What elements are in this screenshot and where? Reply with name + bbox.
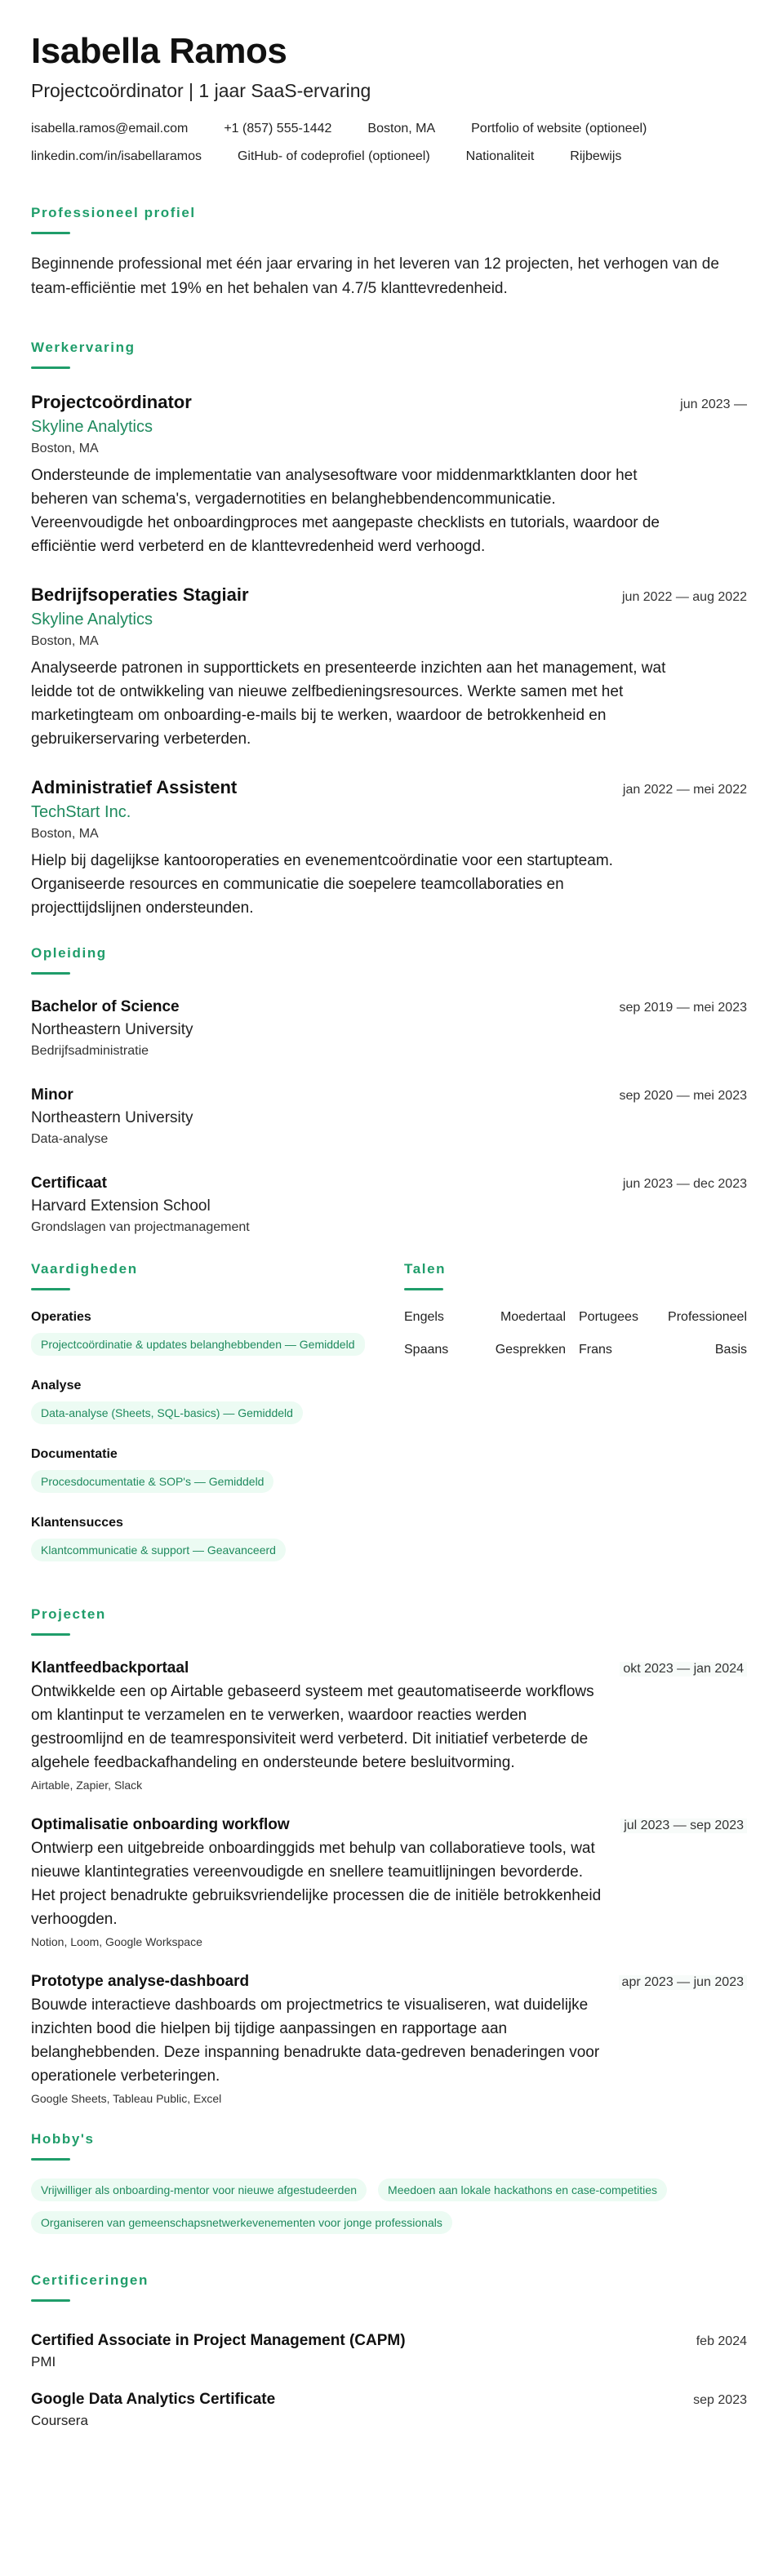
job-location: Boston, MA <box>31 634 99 648</box>
section-title: Talen <box>404 1261 447 1277</box>
skill-category <box>31 1514 374 1561</box>
skill-chip: Klantcommunicatie & support — Geavanceerd <box>31 1539 286 1561</box>
experience-section <box>31 339 747 920</box>
certification-issuer: PMI <box>31 2354 56 2369</box>
hobby-chip: Organiseren van gemeenschapsnetwerkevenementen voor jonge professionals <box>31 2211 452 2234</box>
education-date: jun 2023 — dec 2023 <box>622 1177 747 1191</box>
certification-title: Google Data Analytics Certificate <box>31 2391 276 2408</box>
certification-issuer: Coursera <box>31 2413 88 2428</box>
section-title: Certificeringen <box>31 2272 149 2288</box>
job-date: jun 2022 — aug 2022 <box>621 590 747 604</box>
contact-nationality: Nationaliteit <box>465 149 535 163</box>
section-divider <box>31 232 70 234</box>
language-level: Professioneel <box>668 1310 747 1324</box>
skill-category <box>31 1377 374 1424</box>
education-entry <box>31 1172 747 1237</box>
section-divider <box>31 1288 70 1290</box>
contact-github[interactable]: GitHub- of codeprofiel (optioneel) <box>237 149 430 163</box>
language-level: Basis <box>714 1343 747 1357</box>
certifications-section <box>31 2272 747 2431</box>
contact-location: Boston, MA <box>367 122 436 135</box>
skill-category <box>31 1446 374 1493</box>
job-location: Boston, MA <box>31 442 99 455</box>
section-divider <box>31 1633 70 1636</box>
project-tools: Notion, Loom, Google Workspace <box>31 1935 202 1948</box>
skills-languages-section <box>31 1260 747 1583</box>
education-date: sep 2019 — mei 2023 <box>619 1001 747 1015</box>
contact-phone[interactable]: +1 (857) 555-1442 <box>224 122 332 135</box>
job-company: TechStart Inc. <box>31 803 131 821</box>
project-title: Klantfeedbackportaal <box>31 1659 189 1677</box>
contact-list <box>31 119 747 167</box>
section-divider <box>31 2158 70 2161</box>
project-entry <box>31 1814 747 1951</box>
candidate-headline: Projectcoördinator | 1 jaar SaaS-ervaring <box>31 80 371 101</box>
education-school: Northeastern University <box>31 1109 193 1126</box>
section-title: Projecten <box>31 1606 106 1622</box>
skills-column <box>31 1260 374 1583</box>
language-level: Moedertaal <box>500 1310 566 1324</box>
language-level: Gesprekken <box>495 1343 566 1357</box>
project-title: Prototype analyse-dashboard <box>31 1973 250 1990</box>
contact-drivers-license: Rijbewijs <box>570 149 622 163</box>
education-field: Data-analyse <box>31 1132 109 1146</box>
hobbies-section <box>31 2130 747 2234</box>
project-entry <box>31 1970 747 2107</box>
section-title: Werkervaring <box>31 340 136 355</box>
certification-entry <box>31 2330 747 2372</box>
education-field: Bedrijfsadministratie <box>31 1044 149 1058</box>
job-date: jan 2022 — mei 2022 <box>622 783 747 797</box>
skill-category-title: Klantensucces <box>31 1516 123 1530</box>
project-description: Bouwde interactieve dashboards om projectmetrics te visualiseren, wat duidelijke inzichten bood die hielpen bij tijdige aanpassingen en rapportage aan belanghebbenden. Deze inspanning benadrukte data-gedreven benaderingen voor operationele verbeteringen. <box>31 1996 600 2085</box>
job-company: Skyline Analytics <box>31 611 153 628</box>
contact-portfolio[interactable]: Portfolio of website (optioneel) <box>471 122 647 135</box>
education-school: Harvard Extension School <box>31 1197 211 1215</box>
project-tools: Airtable, Zapier, Slack <box>31 1779 143 1792</box>
education-date: sep 2020 — mei 2023 <box>619 1089 747 1103</box>
education-field: Grondslagen van projectmanagement <box>31 1220 250 1234</box>
certification-entry <box>31 2388 747 2431</box>
job-description: Ondersteunde de implementatie van analysesoftware voor middenmarktklanten door het beheren van schema's, vergadernotities en belanghebbendencommunicatie. Vereenvoudigde het onboardingproces met aangepaste checklists en tutorials, waardoor de efficiëntie werd verbeterd en de klanttevredenheid werd verhoogd. <box>31 467 660 555</box>
hobby-chip: Meedoen aan lokale hackathons en case-competities <box>378 2178 667 2201</box>
hobby-chip: Vrijwilliger als onboarding-mentor voor nieuwe afgestudeerden <box>31 2178 367 2201</box>
skill-category-title: Operaties <box>31 1310 91 1324</box>
job-date: jun 2023 — <box>680 398 747 411</box>
project-tools: Google Sheets, Tableau Public, Excel <box>31 2092 222 2105</box>
education-entry <box>31 996 747 1061</box>
candidate-name: Isabella Ramos <box>31 31 287 71</box>
contact-linkedin[interactable]: linkedin.com/in/isabellaramos <box>31 149 202 163</box>
hobbies-list <box>31 2178 747 2234</box>
education-degree: Minor <box>31 1086 73 1104</box>
project-description: Ontwikkelde een op Airtable gebaseerd systeem met geautomatiseerde workflows om klantinput te verzamelen en te verwerken, waardoor reacties werden gestroomlijnd en de teamresponsiviteit werd verbeterd. Dit initiatief verbeterde de algehele feedbackafhandeling en ondersteunde betere besluitvorming. <box>31 1683 594 1771</box>
language-name: Portugees <box>579 1310 638 1324</box>
summary-text: Beginnende professional met één jaar ervaring in het leveren van 12 projecten, het verhogen van de team-efficiëntie met 19% en het behalen van 4.7/5 klanttevredenheid. <box>31 255 719 297</box>
section-title: Hobby's <box>31 2131 95 2147</box>
section-divider <box>404 1288 443 1290</box>
job-entry <box>31 390 747 558</box>
project-date: apr 2023 — jun 2023 <box>619 1975 747 1990</box>
job-entry <box>31 775 747 920</box>
project-title: Optimalisatie onboarding workflow <box>31 1816 290 1833</box>
skill-chip: Data-analyse (Sheets, SQL-basics) — Gemiddeld <box>31 1401 303 1424</box>
job-location: Boston, MA <box>31 827 99 841</box>
projects-section <box>31 1606 747 2107</box>
job-title: Projectcoördinator <box>31 392 192 412</box>
education-degree: Certificaat <box>31 1175 107 1192</box>
language-name: Engels <box>404 1310 444 1324</box>
job-title: Administratief Assistent <box>31 777 238 797</box>
languages-list <box>404 1308 747 1359</box>
job-description: Analyseerde patronen in supporttickets en presenteerde inzichten aan het management, wat leidde tot de ontwikkeling van nieuwe zelfbedieningsresources. Werkte samen met het marketingteam om onboarding-e-mails bij te werken, waardoor de betrokkenheid en gebruikerservaring verbeterden. <box>31 660 666 748</box>
section-divider <box>31 972 70 975</box>
education-entry <box>31 1084 747 1149</box>
job-title: Bedrijfsoperaties Stagiair <box>31 584 249 605</box>
skill-chip: Projectcoördinatie & updates belanghebbenden — Gemiddeld <box>31 1333 365 1356</box>
project-entry <box>31 1657 747 1794</box>
contact-email[interactable]: isabella.ramos@email.com <box>31 122 189 135</box>
resume-header <box>31 29 747 167</box>
languages-column <box>404 1260 747 1583</box>
language-name: Frans <box>579 1343 612 1357</box>
skill-chip: Procesdocumentatie & SOP's — Gemiddeld <box>31 1470 273 1493</box>
language-name: Spaans <box>404 1343 449 1357</box>
section-divider <box>31 366 70 369</box>
project-date: okt 2023 — jan 2024 <box>620 1662 747 1677</box>
education-section <box>31 944 747 1237</box>
job-description: Hielp bij dagelijkse kantooroperaties en evenementcoördinatie voor een startupteam. Organiseerde resources en communicatie die soepelere teamcollaboraties en projecttijdslijnen ondersteunden. <box>31 852 613 917</box>
certification-date: feb 2024 <box>696 2334 747 2348</box>
project-date: jul 2023 — sep 2023 <box>620 1819 747 1833</box>
project-description: Ontwierp een uitgebreide onboardinggids met behulp van collaboratieve tools, wat nieuwe klantintegraties vereenvoudigde en snellere teamuitlijningen bevorderde. Het project benadrukte gebruiksvriendelijke processen die de initiële betrokkenheid verhoogden. <box>31 1840 602 1928</box>
certification-date: sep 2023 <box>693 2393 747 2407</box>
section-title: Professioneel profiel <box>31 205 196 220</box>
section-divider <box>31 2299 70 2302</box>
section-title: Vaardigheden <box>31 1261 138 1277</box>
education-school: Northeastern University <box>31 1021 193 1038</box>
job-entry <box>31 583 747 751</box>
job-company: Skyline Analytics <box>31 418 153 436</box>
section-title: Opleiding <box>31 945 107 961</box>
skill-category <box>31 1308 374 1356</box>
summary-section <box>31 204 747 301</box>
skill-category-title: Documentatie <box>31 1447 118 1461</box>
skill-category-title: Analyse <box>31 1379 82 1392</box>
education-degree: Bachelor of Science <box>31 998 180 1015</box>
certification-title: Certified Associate in Project Management (CAPM) <box>31 2332 406 2349</box>
